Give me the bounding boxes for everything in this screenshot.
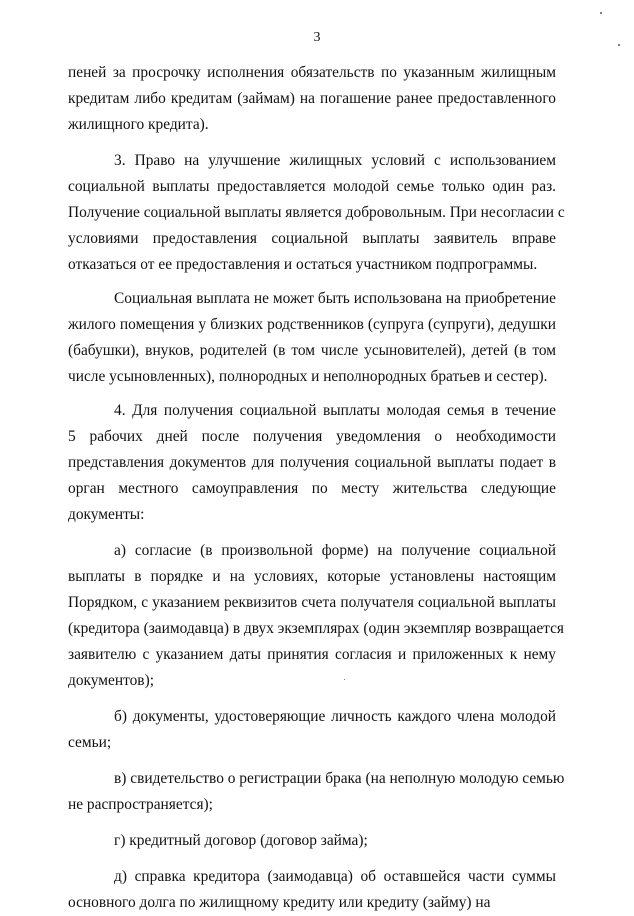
paragraph xyxy=(68,766,565,818)
text-line: числе усыновленных), полнородных и неполнородных братьев и сестер). xyxy=(68,368,548,385)
text-line: условиями предоставления социальной выплаты заявитель вправе xyxy=(68,230,556,247)
text-line: (кредитора (заимодавца) в двух экземплярах (один экземпляр возвращается xyxy=(68,620,565,637)
text-line: жилого помещения у близких родственников (супруга (супруги), дедушки xyxy=(68,316,556,333)
paragraph xyxy=(68,704,556,756)
text-line: основного долга по жилищному кредиту или кредиту (займу) на xyxy=(68,894,491,911)
text-line: заявителю с указанием даты принятия согласия и приложенных к нему xyxy=(68,646,556,663)
text-line: в) свидетельство о регистрации брака (на неполную молодую семью xyxy=(114,770,565,787)
scan-speck xyxy=(618,44,620,46)
paragraph xyxy=(68,60,556,138)
text-line: пеней за просрочку исполнения обязательств по указанным жилищным xyxy=(68,64,556,81)
paragraph xyxy=(68,398,556,528)
scan-speck xyxy=(600,12,602,14)
text-line: 3. Право на улучшение жилищных условий с использованием xyxy=(114,152,556,169)
text-line: б) документы, удостоверяющие личность каждого члена молодой xyxy=(114,708,556,725)
paragraph xyxy=(68,828,556,854)
text-line: Получение социальной выплаты является добровольным. При несогласии с xyxy=(68,204,565,221)
paragraph xyxy=(68,286,556,390)
text-line: жилищного кредита). xyxy=(68,116,209,133)
text-line: выплаты в порядке и на условиях, которые установлены настоящим xyxy=(68,568,556,585)
text-line: кредитам либо кредитам (займам) на погашение ранее предоставленного xyxy=(68,90,556,107)
scan-speck xyxy=(344,679,345,680)
text-line: документов); xyxy=(68,672,154,689)
document-body xyxy=(68,60,565,916)
text-line: документы: xyxy=(68,506,145,523)
text-line: не распространяется); xyxy=(68,796,213,813)
text-line: орган местного самоуправления по месту жительства следующие xyxy=(68,480,556,497)
text-line: г) кредитный договор (договор займа); xyxy=(114,832,368,849)
paragraph xyxy=(68,148,565,278)
text-line: отказаться от ее предоставления и остаться участником подпрограммы. xyxy=(68,256,538,273)
page-number: 3 xyxy=(313,30,321,45)
text-line: семьи; xyxy=(68,734,112,751)
text-line: Порядком, с указанием реквизитов счета получателя социальной выплаты xyxy=(68,594,556,611)
text-line: 4. Для получения социальной выплаты молодая семья в течение xyxy=(114,402,556,419)
paragraph xyxy=(68,864,556,916)
text-line: а) согласие (в произвольной форме) на получение социальной xyxy=(114,542,556,559)
text-line: д) справка кредитора (заимодавца) об оставшейся части суммы xyxy=(114,868,556,885)
text-line: социальной выплаты предоставляется молодой семье только один раз. xyxy=(68,178,556,195)
text-line: 5 рабочих дней после получения уведомления о необходимости xyxy=(68,428,556,445)
text-line: Социальная выплата не может быть использована на приобретение xyxy=(114,290,556,307)
text-line: (бабушки), внуков, родителей (в том числе усыновителей), детей (в том xyxy=(68,342,556,359)
paragraph xyxy=(68,538,565,694)
text-line: представления документов для получения социальной выплаты подает в xyxy=(68,454,556,471)
